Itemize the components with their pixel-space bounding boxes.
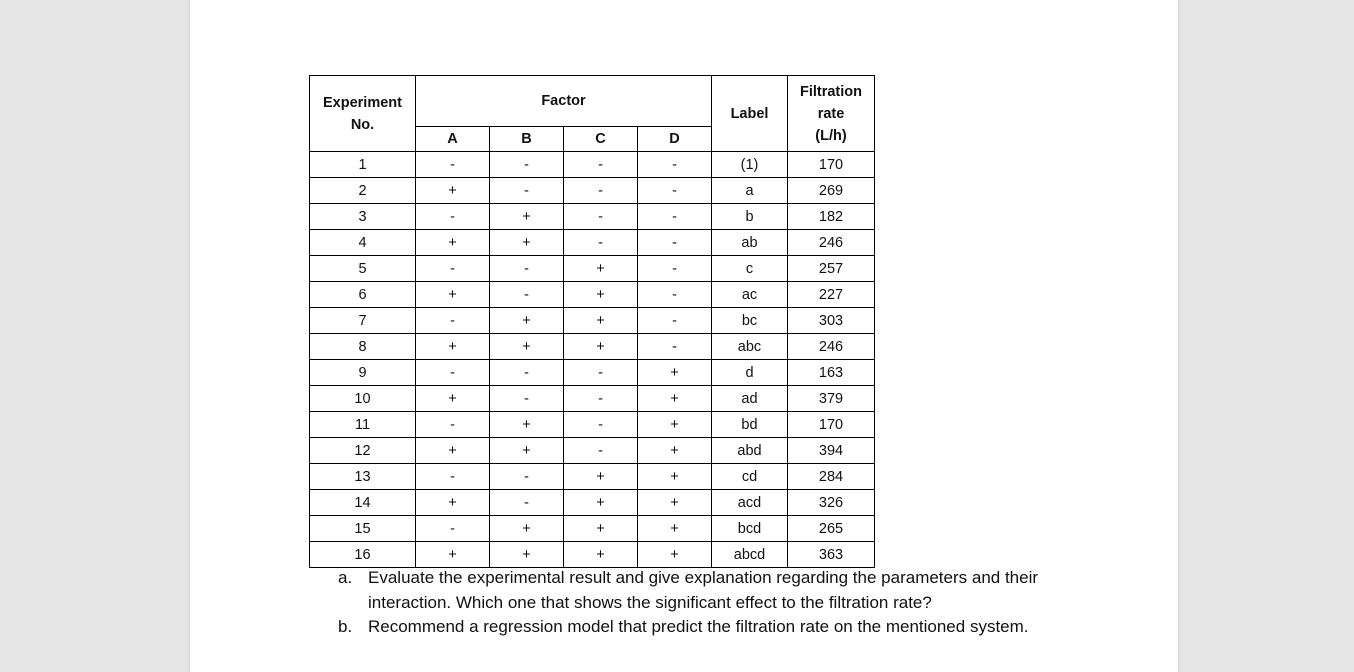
experiment-no-cell: 8	[310, 334, 416, 360]
document-page	[190, 0, 1178, 672]
factor-b-cell: +	[490, 542, 564, 568]
factor-b-cell: -	[490, 490, 564, 516]
factor-d-cell: -	[638, 152, 712, 178]
table-row	[310, 204, 875, 230]
factor-a-cell: -	[416, 412, 490, 438]
filtration-rate-cell: 265	[788, 516, 875, 542]
factor-d-cell: +	[638, 542, 712, 568]
experiment-no-cell: 5	[310, 256, 416, 282]
table-row	[310, 230, 875, 256]
experiment-no-cell: 7	[310, 308, 416, 334]
factorial-design-table	[309, 75, 875, 568]
factor-c-cell: -	[564, 230, 638, 256]
factor-b-cell: -	[490, 256, 564, 282]
filtration-rate-cell: 394	[788, 438, 875, 464]
experiment-no-cell: 11	[310, 412, 416, 438]
filtration-rate-cell: 363	[788, 542, 875, 568]
header-experiment-line2: No.	[350, 116, 375, 133]
factor-c-cell: +	[564, 516, 638, 542]
question-list	[338, 566, 1078, 640]
factor-c-cell: +	[564, 490, 638, 516]
factor-b-cell: +	[490, 516, 564, 542]
factor-a-cell: +	[416, 542, 490, 568]
factor-c-cell: +	[564, 282, 638, 308]
label-cell: cd	[712, 464, 788, 490]
label-cell: bd	[712, 412, 788, 438]
factor-c-cell: +	[564, 464, 638, 490]
factor-a-cell: -	[416, 308, 490, 334]
label-cell: abc	[712, 334, 788, 360]
label-cell: ab	[712, 230, 788, 256]
factor-c-cell: -	[564, 360, 638, 386]
table-row	[310, 282, 875, 308]
label-cell: d	[712, 360, 788, 386]
filtration-rate-cell: 246	[788, 230, 875, 256]
factor-a-cell: -	[416, 152, 490, 178]
factor-b-cell: +	[490, 334, 564, 360]
experiment-no-cell: 13	[310, 464, 416, 490]
factor-a-cell: -	[416, 204, 490, 230]
header-factor-c: C	[564, 127, 638, 152]
header-factor-a: A	[416, 127, 490, 152]
table-row	[310, 334, 875, 360]
factor-a-cell: +	[416, 178, 490, 204]
header-rate-line1: Filtration	[799, 83, 863, 100]
factor-c-cell: -	[564, 152, 638, 178]
factor-c-cell: -	[564, 178, 638, 204]
factor-c-cell: -	[564, 204, 638, 230]
factor-c-cell: +	[564, 542, 638, 568]
factor-b-cell: +	[490, 204, 564, 230]
header-rate-line3: (L/h)	[815, 127, 847, 144]
factor-d-cell: -	[638, 204, 712, 230]
label-cell: a	[712, 178, 788, 204]
filtration-rate-cell: 269	[788, 178, 875, 204]
table-row	[310, 412, 875, 438]
factor-b-cell: +	[490, 230, 564, 256]
question-a-text: Evaluate the experimental result and give explanation regarding the parameters and their interaction. Which one that shows the significant effect to the filtration rate?	[368, 568, 1039, 612]
table-row	[310, 438, 875, 464]
experiment-no-cell: 1	[310, 152, 416, 178]
filtration-rate-cell: 257	[788, 256, 875, 282]
filtration-rate-cell: 163	[788, 360, 875, 386]
factor-b-cell: -	[490, 386, 564, 412]
header-filtration-rate	[788, 76, 875, 152]
experiment-no-cell: 15	[310, 516, 416, 542]
filtration-rate-cell: 379	[788, 386, 875, 412]
factor-b-cell: -	[490, 178, 564, 204]
factor-a-cell: +	[416, 438, 490, 464]
factor-a-cell: +	[416, 230, 490, 256]
experiment-no-cell: 4	[310, 230, 416, 256]
factor-c-cell: +	[564, 256, 638, 282]
filtration-rate-cell: 246	[788, 334, 875, 360]
factor-c-cell: -	[564, 386, 638, 412]
factor-a-cell: -	[416, 516, 490, 542]
factor-b-cell: -	[490, 464, 564, 490]
header-rate-line2: rate	[817, 105, 845, 122]
label-cell: ac	[712, 282, 788, 308]
label-cell: c	[712, 256, 788, 282]
factor-b-cell: -	[490, 152, 564, 178]
factor-d-cell: +	[638, 464, 712, 490]
factor-d-cell: -	[638, 256, 712, 282]
factor-b-cell: +	[490, 438, 564, 464]
filtration-rate-cell: 227	[788, 282, 875, 308]
label-cell: bc	[712, 308, 788, 334]
factor-c-cell: -	[564, 438, 638, 464]
filtration-rate-cell: 182	[788, 204, 875, 230]
experiment-no-cell: 2	[310, 178, 416, 204]
header-experiment-no	[310, 76, 416, 152]
factor-c-cell: +	[564, 308, 638, 334]
factor-b-cell: +	[490, 308, 564, 334]
header-factor-d: D	[638, 127, 712, 152]
factor-d-cell: +	[638, 438, 712, 464]
factor-a-cell: -	[416, 256, 490, 282]
filtration-rate-cell: 170	[788, 412, 875, 438]
table-row	[310, 256, 875, 282]
header-factor: Factor	[416, 76, 712, 127]
label-cell: bcd	[712, 516, 788, 542]
factor-a-cell: +	[416, 386, 490, 412]
header-label: Label	[712, 76, 788, 152]
filtration-rate-cell: 303	[788, 308, 875, 334]
label-cell: (1)	[712, 152, 788, 178]
label-cell: abcd	[712, 542, 788, 568]
factor-d-cell: +	[638, 386, 712, 412]
table-row	[310, 308, 875, 334]
experiment-no-cell: 6	[310, 282, 416, 308]
question-b-text: Recommend a regression model that predict the filtration rate on the mentioned system.	[368, 617, 1029, 636]
experiment-no-cell: 9	[310, 360, 416, 386]
factor-d-cell: +	[638, 490, 712, 516]
table-row	[310, 542, 875, 568]
experiment-no-cell: 14	[310, 490, 416, 516]
table-row	[310, 490, 875, 516]
table-body	[310, 152, 875, 568]
table-row	[310, 464, 875, 490]
experiment-no-cell: 3	[310, 204, 416, 230]
factor-b-cell: -	[490, 282, 564, 308]
table-row	[310, 516, 875, 542]
factor-d-cell: -	[638, 308, 712, 334]
factor-a-cell: -	[416, 464, 490, 490]
factor-d-cell: +	[638, 412, 712, 438]
experiment-no-cell: 16	[310, 542, 416, 568]
table-row	[310, 360, 875, 386]
label-cell: acd	[712, 490, 788, 516]
question-b-marker: b.	[338, 617, 353, 636]
table-row	[310, 386, 875, 412]
filtration-rate-cell: 170	[788, 152, 875, 178]
factor-c-cell: +	[564, 334, 638, 360]
factor-c-cell: -	[564, 412, 638, 438]
label-cell: ad	[712, 386, 788, 412]
question-a-marker: a.	[338, 568, 353, 587]
factor-d-cell: -	[638, 334, 712, 360]
filtration-rate-cell: 284	[788, 464, 875, 490]
factor-a-cell: +	[416, 282, 490, 308]
factor-d-cell: -	[638, 282, 712, 308]
header-factor-b: B	[490, 127, 564, 152]
label-cell: b	[712, 204, 788, 230]
factor-b-cell: +	[490, 412, 564, 438]
factor-a-cell: +	[416, 334, 490, 360]
factor-d-cell: +	[638, 360, 712, 386]
experiment-no-cell: 12	[310, 438, 416, 464]
factor-d-cell: -	[638, 230, 712, 256]
table-row	[310, 152, 875, 178]
factor-d-cell: -	[638, 178, 712, 204]
factor-a-cell: +	[416, 490, 490, 516]
question-b	[338, 615, 1078, 640]
header-experiment-line1: Experiment	[323, 94, 402, 111]
label-cell: abd	[712, 438, 788, 464]
table-row	[310, 178, 875, 204]
factor-b-cell: -	[490, 360, 564, 386]
filtration-rate-cell: 326	[788, 490, 875, 516]
factor-d-cell: +	[638, 516, 712, 542]
question-a	[338, 566, 1078, 615]
experiment-no-cell: 10	[310, 386, 416, 412]
factor-a-cell: -	[416, 360, 490, 386]
